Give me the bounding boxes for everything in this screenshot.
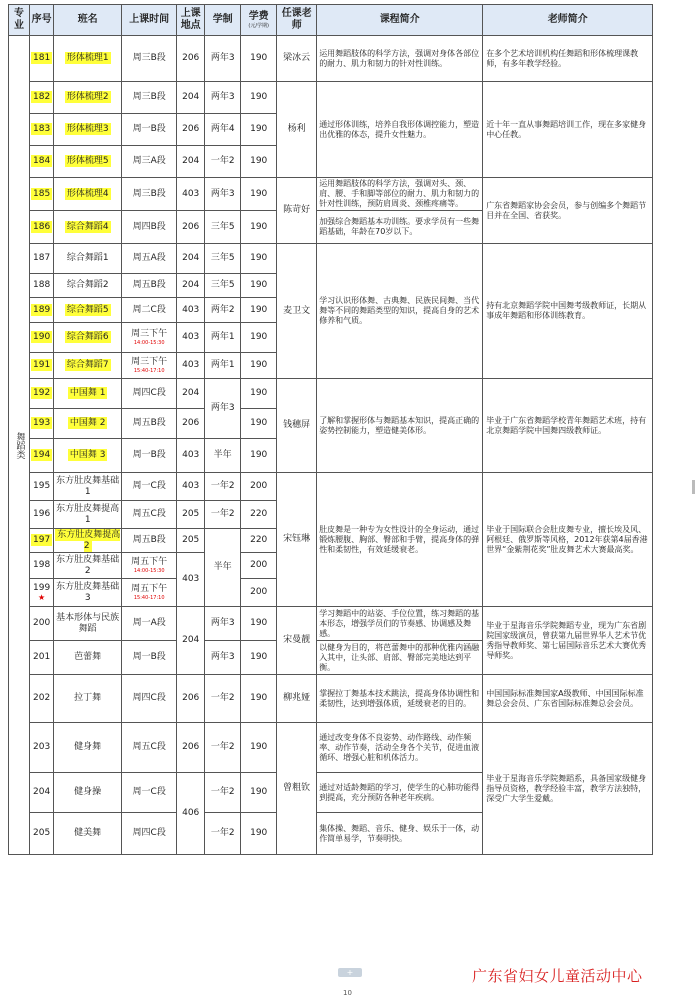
place-cell: 403 xyxy=(177,353,205,379)
class-name: 形体梳理4 xyxy=(66,188,109,199)
course-intro-cell: 运用舞蹈肢体的科学方法，强调对头、颈、肩、腰、手和脚等部位的耐力、肌力和韧力的针对性训练，预防肩周炎、颈椎疼痛等。 xyxy=(317,178,483,211)
term-cell: 两年3 xyxy=(205,607,241,641)
time-text: 周四C段 xyxy=(132,828,166,838)
class-name: 形体梳理2 xyxy=(66,92,109,102)
term-cell: 两年3 xyxy=(205,36,241,82)
seq-number: 198 xyxy=(33,560,51,570)
class-name-cell xyxy=(54,178,122,211)
plus-icon: + xyxy=(346,968,354,977)
place-cell: 206 xyxy=(177,36,205,82)
fee-cell: 190 xyxy=(241,641,277,675)
seq-number: 194 xyxy=(33,450,51,460)
class-name: 健身舞 xyxy=(74,742,102,752)
course-intro-cell: 通过改变身体不良姿势、动作路线、动作频率、动作节奏，活动全身各个关节，促进血液循环、增强心脏和机体活力。 xyxy=(317,723,483,773)
time-cell xyxy=(122,473,177,501)
class-name: 综合舞蹈2 xyxy=(66,280,109,290)
teacher-cell: 宋钰琳 xyxy=(277,473,317,607)
header-tintro: 老师简介 xyxy=(483,5,653,36)
seq-cell xyxy=(30,473,54,501)
seq-cell xyxy=(30,178,54,211)
time-cell xyxy=(122,146,177,178)
term-cell: 三年5 xyxy=(205,211,241,244)
time-cell xyxy=(122,675,177,723)
time-cell xyxy=(122,773,177,813)
class-name: 健美舞 xyxy=(74,828,102,838)
fee-cell: 220 xyxy=(241,529,277,553)
time-text: 周二C段 xyxy=(132,304,166,315)
class-name-cell xyxy=(54,211,122,244)
time-text: 周五B段 xyxy=(132,418,166,428)
table-row xyxy=(9,607,653,641)
seq-cell xyxy=(30,439,54,473)
fee-cell: 190 xyxy=(241,607,277,641)
time-cell xyxy=(122,529,177,553)
time-cell xyxy=(122,298,177,323)
place-cell: 204 xyxy=(177,82,205,114)
time-text: 周五A段 xyxy=(132,253,166,263)
header-place: 上课地点 xyxy=(177,5,205,36)
place-cell: 204 xyxy=(177,379,205,409)
teacher-intro-cell: 持有北京舞蹈学院中国舞考级教师证，长期从事成年舞蹈和形体训练教育。 xyxy=(483,244,653,379)
header-class: 班名 xyxy=(54,5,122,36)
place-cell: 403 xyxy=(177,323,205,353)
place-cell: 206 xyxy=(177,114,205,146)
time-text: 周四C段 xyxy=(132,388,166,398)
teacher-intro-cell: 毕业于星海音乐学院舞蹈系，具备国家级健身指导员资格，教学经验丰富，教学方法独特，深受广大学生爱戴。 xyxy=(483,723,653,855)
time-cell xyxy=(122,114,177,146)
class-name-cell xyxy=(54,439,122,473)
seq-cell xyxy=(30,298,54,323)
seq-number: 189 xyxy=(33,304,51,315)
class-name: 拉丁舞 xyxy=(74,693,102,703)
place-cell: 204 xyxy=(177,146,205,178)
class-name-cell xyxy=(54,323,122,353)
class-name-cell xyxy=(54,579,122,607)
time-cell xyxy=(122,379,177,409)
term-cell: 一年2 xyxy=(205,501,241,529)
place-cell: 403 xyxy=(177,439,205,473)
seq-cell xyxy=(30,813,54,855)
class-name-cell xyxy=(54,409,122,439)
seq-cell xyxy=(30,353,54,379)
time-sub: 15:40-17:10 xyxy=(133,595,165,601)
place-cell: 205 xyxy=(177,501,205,529)
term-cell: 两年3 xyxy=(205,379,241,439)
teacher-cell: 陈苛好 xyxy=(277,178,317,244)
seq-number: 192 xyxy=(33,388,51,398)
time-cell xyxy=(122,353,177,379)
class-name-cell xyxy=(54,553,122,579)
term-cell: 三年5 xyxy=(205,244,241,274)
seq-cell xyxy=(30,675,54,723)
term-cell: 两年4 xyxy=(205,114,241,146)
seq-cell xyxy=(30,501,54,529)
term-cell: 一年2 xyxy=(205,813,241,855)
term-cell: 一年2 xyxy=(205,723,241,773)
class-name: 综合舞蹈6 xyxy=(66,332,109,342)
seq-number: 191 xyxy=(33,360,51,370)
class-name-cell xyxy=(54,114,122,146)
seq-number: 190 xyxy=(33,332,51,342)
class-name-cell xyxy=(54,298,122,323)
class-name: 中国舞 1 xyxy=(69,388,106,398)
header-time: 上课时间 xyxy=(122,5,177,36)
time-text: 周一C段 xyxy=(132,481,166,491)
term-cell: 半年 xyxy=(205,439,241,473)
term-cell: 一年2 xyxy=(205,146,241,178)
time-text: 周一B段 xyxy=(132,652,166,662)
header-intro: 课程简介 xyxy=(317,5,483,36)
header-teacher: 任课老师 xyxy=(277,5,317,36)
footer-org-name: 广东省妇女儿童活动中心 xyxy=(472,967,643,985)
seq-number: 199 xyxy=(33,583,51,593)
place-cell: 206 xyxy=(177,723,205,773)
time-text: 周一B段 xyxy=(132,450,166,460)
teacher-cell: 柳兆娅 xyxy=(277,675,317,723)
class-name-cell xyxy=(54,813,122,855)
seq-number: 196 xyxy=(33,509,51,519)
term-cell: 一年2 xyxy=(205,473,241,501)
class-name: 中国舞 2 xyxy=(69,418,106,428)
time-text: 周一C段 xyxy=(132,787,166,797)
place-cell: 206 xyxy=(177,211,205,244)
time-text: 周五C段 xyxy=(132,742,166,752)
class-name: 综合舞蹈1 xyxy=(66,253,109,263)
add-sheet-button[interactable] xyxy=(338,968,362,977)
place-cell: 206 xyxy=(177,675,205,723)
teacher-intro-cell: 毕业于国际联合会肚皮舞专业，擅长埃及风、阿根廷、俄罗斯等风格，2012年获第4届香港世界“金紫荆花奖”肚皮舞艺术大赛最高奖。 xyxy=(483,473,653,607)
teacher-intro-cell: 在多个艺术培训机构任舞蹈和形体梳理课教师，有多年教学经验。 xyxy=(483,36,653,82)
class-name: 基本形体与民族舞蹈 xyxy=(56,612,120,634)
course-intro-cell: 运用舞蹈肢体的科学方法，强调对身体各部位的耐力、肌力和韧力的针对性训练。 xyxy=(317,36,483,82)
time-text: 周四B段 xyxy=(132,221,166,232)
seq-number: 202 xyxy=(33,693,51,703)
table-row xyxy=(9,379,653,409)
time-cell xyxy=(122,813,177,855)
class-name: 综合舞蹈5 xyxy=(66,304,109,315)
time-cell xyxy=(122,641,177,675)
time-text: 周三B段 xyxy=(132,53,166,63)
seq-number: 200 xyxy=(33,618,51,628)
time-text: 周五下午 xyxy=(131,557,168,567)
course-intro-cell: 以健身为目的，将芭蕾舞中的那种优雅内涵融入其中，让头部、肩部、臀部完美地达到平衡。 xyxy=(317,641,483,675)
class-name: 综合舞蹈4 xyxy=(66,221,109,232)
fee-cell: 190 xyxy=(241,146,277,178)
time-cell xyxy=(122,439,177,473)
teacher-intro-cell: 近十年一直从事舞蹈培训工作，现在多家健身中心任教。 xyxy=(483,82,653,178)
place-cell: 204 xyxy=(177,274,205,298)
place-cell: 204 xyxy=(177,244,205,274)
fee-cell: 190 xyxy=(241,379,277,409)
fee-cell: 200 xyxy=(241,553,277,579)
teacher-intro-cell: 毕业于星海音乐学院舞蹈专业，现为广东省剧院国家级演员，曾获第九届世界华人艺术节优秀指导教师奖、第七届国际音乐艺术大赛优秀导师奖。 xyxy=(483,607,653,675)
class-name-cell xyxy=(54,353,122,379)
fee-cell: 190 xyxy=(241,353,277,379)
fee-cell: 190 xyxy=(241,36,277,82)
time-text: 周五B段 xyxy=(132,280,166,290)
course-intro-cell: 通过对适龄舞蹈的学习，使学生的心肺功能得到提高，充分预防各种老年疾病。 xyxy=(317,773,483,813)
teacher-cell: 杨利 xyxy=(277,82,317,178)
class-name: 中国舞 3 xyxy=(69,450,106,460)
teacher-cell: 麦卫文 xyxy=(277,244,317,379)
seq-number: 193 xyxy=(33,418,51,428)
place-cell: 204 xyxy=(177,607,205,675)
table-row xyxy=(9,82,653,114)
seq-number: 183 xyxy=(33,124,51,134)
fee-cell: 190 xyxy=(241,439,277,473)
table-row xyxy=(9,178,653,211)
page-number: 10 xyxy=(343,989,352,997)
fee-cell: 190 xyxy=(241,723,277,773)
time-cell xyxy=(122,607,177,641)
seq-number: 182 xyxy=(33,92,51,102)
seq-cell xyxy=(30,379,54,409)
teacher-cell: 钱穗屏 xyxy=(277,379,317,473)
seq-cell xyxy=(30,274,54,298)
seq-cell xyxy=(30,723,54,773)
term-cell: 两年1 xyxy=(205,353,241,379)
header-fee xyxy=(241,5,277,36)
seq-cell xyxy=(30,641,54,675)
time-text: 周三B段 xyxy=(132,92,166,102)
time-text: 周五C段 xyxy=(132,509,166,519)
seq-cell xyxy=(30,211,54,244)
place-cell: 403 xyxy=(177,178,205,211)
teacher-cell: 梁冰云 xyxy=(277,36,317,82)
time-text: 周一B段 xyxy=(132,124,166,134)
fee-cell: 190 xyxy=(241,82,277,114)
table-row xyxy=(9,36,653,82)
seq-number: 203 xyxy=(33,742,51,752)
term-cell: 两年3 xyxy=(205,641,241,675)
seq-number: 197 xyxy=(33,535,51,545)
major-cell: 舞蹈类 xyxy=(9,36,30,855)
seq-number: 201 xyxy=(33,652,51,662)
seq-number: 204 xyxy=(33,787,51,797)
class-name-cell xyxy=(54,473,122,501)
class-name-cell xyxy=(54,773,122,813)
time-text: 周五下午 xyxy=(131,584,168,594)
class-name-cell xyxy=(54,501,122,529)
place-cell: 403 xyxy=(177,473,205,501)
time-sub: 14:00-15:30 xyxy=(133,340,165,346)
class-name: 芭蕾舞 xyxy=(74,652,102,662)
teacher-intro-cell: 中国国际标准舞国家A级教师、中国国际标准舞总会会员、广东省国际标准舞总会会员。 xyxy=(483,675,653,723)
class-name-cell xyxy=(54,379,122,409)
fee-cell: 190 xyxy=(241,274,277,298)
table-row xyxy=(9,244,653,274)
time-text: 周三B段 xyxy=(132,188,166,199)
header-major: 专业 xyxy=(9,5,30,36)
class-name: 东方肚皮舞提高1 xyxy=(56,503,120,525)
class-name: 东方肚皮舞基础2 xyxy=(56,554,120,576)
seq-cell xyxy=(30,773,54,813)
time-cell xyxy=(122,579,177,607)
fee-cell: 190 xyxy=(241,114,277,146)
class-name-cell xyxy=(54,146,122,178)
class-name: 东方肚皮舞基础1 xyxy=(56,475,120,497)
time-text: 周三下午 xyxy=(131,357,168,367)
class-name-cell xyxy=(54,641,122,675)
class-name-cell xyxy=(54,675,122,723)
time-cell xyxy=(122,274,177,298)
seq-number: 181 xyxy=(33,53,51,63)
header-fee-unit: (元/学期) xyxy=(248,23,269,29)
teacher-intro-cell: 毕业于广东省舞蹈学校青年舞蹈艺术班，持有北京舞蹈学院中国舞四级教师证。 xyxy=(483,379,653,473)
time-cell xyxy=(122,553,177,579)
course-intro-cell: 通过形体训练，培养自我形体调控能力，塑造出优雅的体态，提升女性魅力。 xyxy=(317,82,483,178)
seq-cell xyxy=(30,529,54,553)
seq-cell xyxy=(30,553,54,579)
term-cell: 一年2 xyxy=(205,675,241,723)
class-name-cell xyxy=(54,36,122,82)
teacher-cell: 宋曼靓 xyxy=(277,607,317,675)
time-sub: 14:00-15:30 xyxy=(133,568,165,574)
class-name-cell xyxy=(54,274,122,298)
time-text: 周三下午 xyxy=(131,329,168,339)
header-seq: 序号 xyxy=(30,5,54,36)
fee-cell: 190 xyxy=(241,244,277,274)
time-cell xyxy=(122,323,177,353)
fee-cell: 190 xyxy=(241,675,277,723)
seq-number: 186 xyxy=(33,221,51,232)
time-cell xyxy=(122,36,177,82)
time-text: 周五B段 xyxy=(132,535,166,545)
term-cell: 三年5 xyxy=(205,274,241,298)
star-icon: ★ xyxy=(38,593,46,602)
class-name: 东方肚皮舞基础3 xyxy=(56,581,120,603)
seq-cell xyxy=(30,114,54,146)
table-row xyxy=(9,473,653,501)
fee-cell: 190 xyxy=(241,773,277,813)
course-intro-cell: 学习舞蹈中的站姿、手位位置，练习舞蹈的基本形态，增强学员们的节奏感、协调感及舞感。 xyxy=(317,607,483,641)
seq-cell xyxy=(30,82,54,114)
place-cell: 403 xyxy=(177,298,205,323)
class-name-cell xyxy=(54,723,122,773)
seq-number: 195 xyxy=(33,481,51,491)
course-table xyxy=(8,4,653,855)
class-name-cell xyxy=(54,529,122,553)
seq-number: 188 xyxy=(33,280,51,290)
place-cell: 406 xyxy=(177,773,205,855)
class-name: 综合舞蹈7 xyxy=(66,360,109,370)
course-intro-cell: 加强综合舞蹈基本功训练。要求学员有一些舞蹈基础，年龄在70岁以下。 xyxy=(317,211,483,244)
place-cell: 403 xyxy=(177,553,205,607)
table-row xyxy=(9,723,653,773)
time-cell xyxy=(122,723,177,773)
seq-cell xyxy=(30,579,54,607)
fee-cell: 190 xyxy=(241,323,277,353)
fee-cell: 200 xyxy=(241,473,277,501)
term-cell: 两年1 xyxy=(205,323,241,353)
term-cell: 两年3 xyxy=(205,178,241,211)
term-cell: 两年2 xyxy=(205,298,241,323)
seq-cell xyxy=(30,36,54,82)
course-intro-cell: 学习认识形体舞、古典舞、民族民间舞、当代舞等不同的舞蹈类型的知识，提高自身的艺术修养和气质。 xyxy=(317,244,483,379)
class-name: 健身操 xyxy=(74,787,102,797)
term-cell: 两年3 xyxy=(205,82,241,114)
teacher-cell: 曾粗钦 xyxy=(277,723,317,855)
time-sub: 15:40-17:10 xyxy=(133,368,165,374)
time-cell xyxy=(122,82,177,114)
seq-cell xyxy=(30,409,54,439)
term-cell: 一年2 xyxy=(205,773,241,813)
seq-cell xyxy=(30,146,54,178)
fee-cell: 200 xyxy=(241,579,277,607)
place-cell: 205 xyxy=(177,529,205,553)
header-fee-label: 学费 xyxy=(248,11,269,22)
term-cell: 半年 xyxy=(205,529,241,607)
time-text: 周三A段 xyxy=(132,156,166,166)
class-name: 形体梳理1 xyxy=(66,53,109,63)
scrollbar-handle[interactable] xyxy=(692,480,695,494)
place-cell: 206 xyxy=(177,409,205,439)
class-name-cell xyxy=(54,82,122,114)
course-intro-cell: 肚皮舞是一种专为女性设计的全身运动，通过锻炼腰腹、胸部、臀部和手臂，提高身体的弹性和柔韧性，有效延缓衰老。 xyxy=(317,473,483,607)
teacher-intro-cell: 广东省舞蹈家协会会员，参与创编多个舞蹈节目并在全国、省获奖。 xyxy=(483,178,653,244)
seq-number: 205 xyxy=(33,828,51,838)
seq-cell xyxy=(30,323,54,353)
course-intro-cell: 了解和掌握形体与舞蹈基本知识，提高正确的姿势控制能力，塑造健美体形。 xyxy=(317,379,483,473)
fee-cell: 190 xyxy=(241,813,277,855)
fee-cell: 190 xyxy=(241,409,277,439)
seq-number: 187 xyxy=(33,253,51,263)
header-term: 学制 xyxy=(205,5,241,36)
fee-cell: 190 xyxy=(241,211,277,244)
seq-number: 185 xyxy=(33,188,51,199)
time-cell xyxy=(122,501,177,529)
time-cell xyxy=(122,178,177,211)
time-cell xyxy=(122,409,177,439)
class-name: 东方肚皮舞提高2 xyxy=(57,529,121,551)
fee-cell: 190 xyxy=(241,298,277,323)
class-name: 形体梳理5 xyxy=(66,156,109,166)
table-row xyxy=(9,675,653,723)
course-intro-cell: 集体操、舞蹈、音乐、健身、娱乐于一体，动作简单易学，节奏明快。 xyxy=(317,813,483,855)
fee-cell: 220 xyxy=(241,501,277,529)
fee-cell: 190 xyxy=(241,178,277,211)
time-text: 周一A段 xyxy=(132,618,166,628)
time-cell xyxy=(122,211,177,244)
class-name-cell xyxy=(54,244,122,274)
seq-cell xyxy=(30,607,54,641)
course-intro-cell: 掌握拉丁舞基本技术跳法，提高身体协调性和柔韧性，达到增强体质，延缓衰老的目的。 xyxy=(317,675,483,723)
seq-cell xyxy=(30,244,54,274)
time-cell xyxy=(122,244,177,274)
time-text: 周四C段 xyxy=(132,693,166,703)
seq-number: 184 xyxy=(33,156,51,166)
class-name-cell xyxy=(54,607,122,641)
class-name: 形体梳理3 xyxy=(66,124,109,134)
